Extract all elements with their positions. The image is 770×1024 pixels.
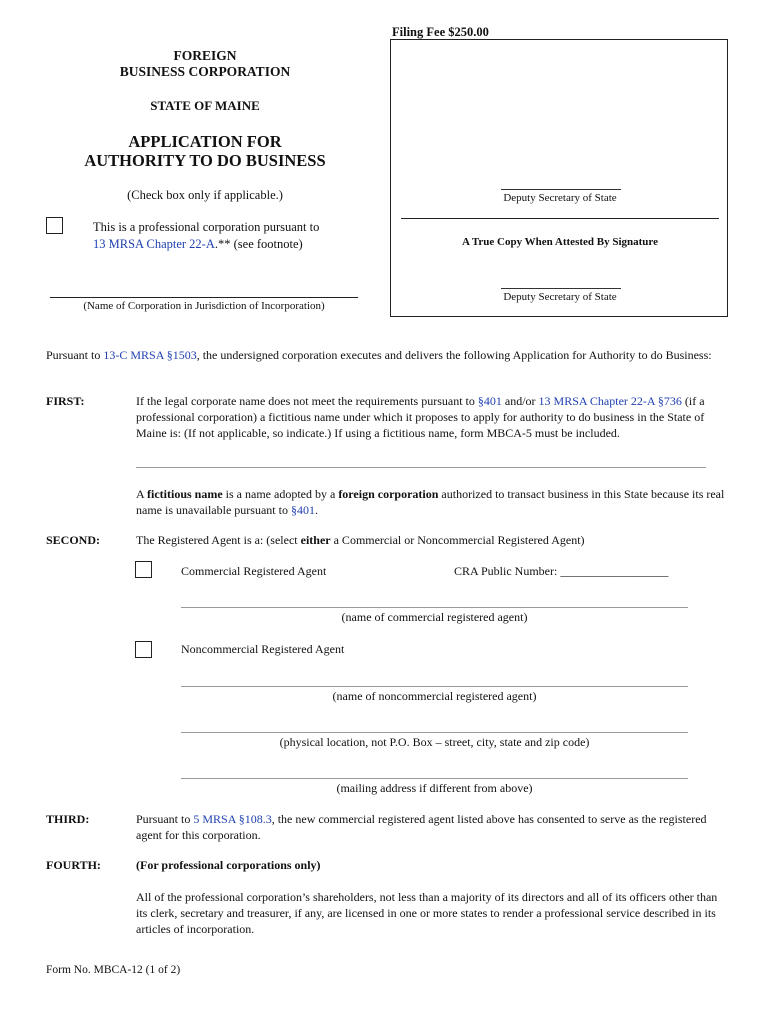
corp-name-caption: (Name of Corporation in Jurisdiction of Incorporation) (83, 300, 325, 312)
commercial-agent-name-line[interactable] (181, 607, 688, 608)
lead-a: The Registered Agent is a: (select (136, 533, 301, 547)
deputy-label-1: Deputy Secretary of State (503, 192, 617, 204)
third-pre: Pursuant to (136, 812, 194, 826)
application-title (60, 132, 350, 170)
noncommercial-agent-checkbox[interactable] (135, 641, 152, 658)
heading-business-corporation: BUSINESS CORPORATION (119, 64, 291, 79)
noncommercial-agent-name-line[interactable] (181, 686, 688, 687)
second-lead (136, 532, 728, 549)
prof-text-2: .** (see footnote) (214, 236, 303, 251)
form-type-heading (60, 48, 350, 80)
note-e: authorized to transact business in this State because its real name is unavailable pursuant to (136, 487, 725, 517)
intro-post: , the undersigned corporation executes and delivers the following Application for Authority to do Business: (196, 348, 712, 362)
noncommercial-agent-label: Noncommercial Registered Agent (181, 642, 345, 656)
filing-fee: Filing Fee $250.00 (392, 25, 489, 39)
professional-corp-checkbox[interactable] (46, 217, 63, 234)
third-text (136, 811, 728, 843)
prof-text-1: This is a professional corporation pursuant to (93, 220, 320, 234)
note-foreign-corporation: foreign corporation (338, 487, 439, 501)
heading-foreign: FOREIGN (173, 48, 237, 63)
physical-location-caption: (physical location, not P.O. Box – street, city, state and zip code) (279, 735, 590, 749)
physical-location-line[interactable] (181, 732, 688, 733)
attestation-box (390, 39, 728, 317)
third-post: , the new commercial registered agent listed above has consented to serve as the registered agent for this corporation. (136, 812, 707, 842)
13c-mrsa-1503-link[interactable]: 13-C MRSA §1503 (103, 348, 197, 362)
first-text-2: and/or (501, 394, 539, 408)
professional-corp-text (93, 219, 363, 252)
chapter-22a-link-2[interactable]: 13 MRSA Chapter 22-A (538, 394, 655, 408)
commercial-agent-checkbox[interactable] (135, 561, 152, 578)
section-736-link[interactable]: §736 (657, 394, 682, 408)
true-copy-label: A True Copy When Attested By Signature (462, 236, 658, 248)
note-c: is a name adopted by a (222, 487, 339, 501)
first-text (136, 393, 728, 441)
deputy-signature-line-1 (501, 189, 621, 190)
section-401-link-2[interactable]: §401 (290, 503, 315, 517)
fourth-label: FOURTH: (46, 858, 101, 872)
section-401-link[interactable]: §401 (477, 394, 502, 408)
first-text-3: (if a professional corporation) a fictitious name under which it proposes to apply for authority to do business in the State of Maine is: (If not applicable, so indicate.) If using a fictitious name, form MBCA-5 must be included. (136, 394, 705, 440)
intro-pre: Pursuant to (46, 348, 104, 362)
title-line-2: AUTHORITY TO DO BUSINESS (84, 151, 326, 170)
5-mrsa-108-3-link[interactable]: 5 MRSA §108.3 (193, 812, 272, 826)
lead-c: a Commercial or Noncommercial Registered Agent) (330, 533, 585, 547)
commercial-agent-label: Commercial Registered Agent (181, 564, 327, 578)
mailing-address-line[interactable] (181, 778, 688, 779)
fictitious-name-line[interactable] (136, 467, 706, 468)
note-a: A (136, 487, 148, 501)
second-label: SECOND: (46, 533, 101, 547)
state-heading: STATE OF MAINE (150, 98, 260, 113)
fictitious-name-note (136, 486, 728, 518)
lead-either: either (300, 533, 331, 547)
intro-statement (46, 347, 746, 364)
third-label: THIRD: (46, 812, 90, 826)
corp-name-line[interactable] (50, 297, 358, 298)
attest-divider (401, 218, 719, 219)
deputy-label-2: Deputy Secretary of State (503, 291, 617, 303)
cra-public-number-field[interactable]: CRA Public Number: __________________ (454, 564, 669, 578)
deputy-signature-line-2 (501, 288, 621, 289)
title-line-1: APPLICATION FOR (128, 132, 282, 151)
mailing-address-caption: (mailing address if different from above) (336, 781, 533, 795)
form-number: Form No. MBCA-12 (1 of 2) (46, 964, 181, 976)
first-text-1: If the legal corporate name does not meet the requirements pursuant to (136, 394, 478, 408)
noncommercial-agent-caption: (name of noncommercial registered agent) (332, 689, 537, 703)
note-f: . (314, 503, 318, 517)
commercial-agent-caption: (name of commercial registered agent) (341, 610, 528, 624)
check-note: (Check box only if applicable.) (127, 188, 283, 202)
fourth-heading: (For professional corporations only) (136, 858, 321, 872)
note-fictitious-name: fictitious name (147, 487, 223, 501)
fourth-text: All of the professional corporation’s shareholders, not less than a majority of its directors and all of its officers other than its clerk, secretary and treasurer, if any, are licensed in one or more states to render a professional service described in its articles of incorporation. (136, 890, 718, 936)
first-label: FIRST: (46, 394, 85, 408)
chapter-22a-link[interactable]: 13 MRSA Chapter 22-A (93, 236, 215, 251)
